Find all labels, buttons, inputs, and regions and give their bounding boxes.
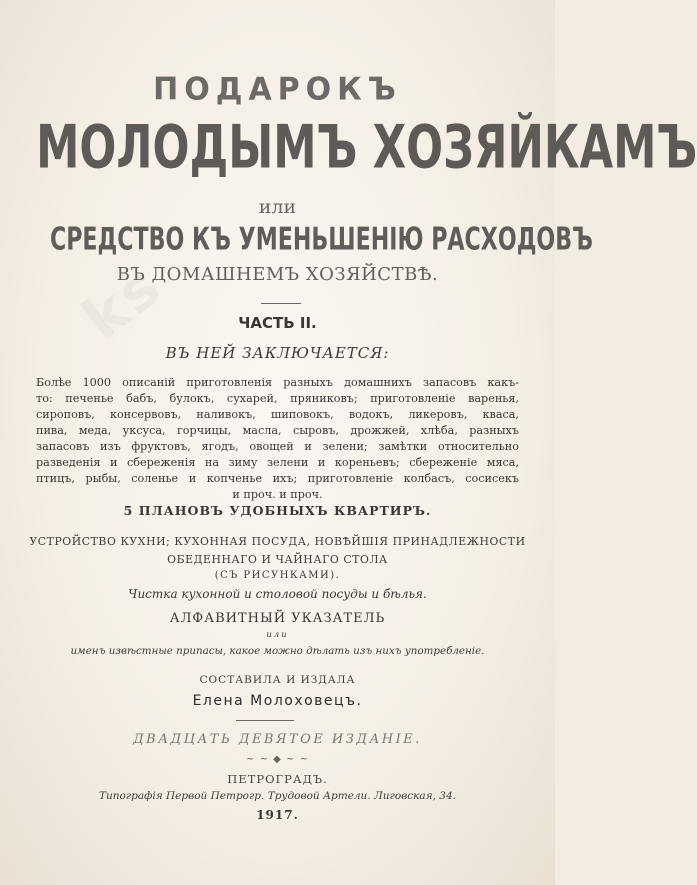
with-pictures: (СЪ РИСУНКАМИ). [214, 570, 341, 581]
part-number: ЧАСТЬ II. [238, 314, 317, 332]
description-line: Болѣе 1000 описаній приготовленія разныхъ домашнихъ запасовъ какъ- [36, 376, 519, 389]
contains-heading: ВЪ НЕЙ ЗАКЛЮЧАЕТСЯ: [165, 344, 390, 362]
title-line-4: ВЪ ДОМАШНЕМЪ ХОЗЯЙСТВѢ. [116, 264, 439, 285]
title-line-2: МОЛОДЫМЪ ХОЗЯЙКАМЪ [36, 112, 697, 182]
watermark: ks [70, 250, 176, 354]
title-line-1: ПОДАРОКЪ [153, 71, 402, 108]
index-title: АЛФАВИТНЫЙ УКАЗАТЕЛЬ [169, 611, 386, 626]
kitchen-line-2: ОБЕДЕННАГО И ЧАЙНАГО СТОЛА [167, 553, 388, 566]
index-subtitle: именъ извѣстные припасы, какое можно дѣлать изъ нихъ употребленіе. [70, 645, 485, 657]
index-or: или [266, 630, 289, 640]
compiled-by: СОСТАВИЛА И ИЗДАЛА [199, 674, 356, 686]
ornament: ~ ~ ◆ ~ ~ [246, 754, 309, 765]
city-line: ПЕТРОГРАДЪ. [227, 772, 328, 786]
description-line: и проч. и проч. [232, 488, 323, 501]
description-line: запасовъ изъ фруктовъ, ягодъ, овощей и зелени; замѣтки относительно [36, 440, 519, 453]
year-line: 1917. [256, 808, 299, 822]
title-line-3: СРЕДСТВО КЪ УМЕНЬШЕНІЮ РАСХОДОВЪ [49, 221, 593, 258]
plans-heading: 5 ПЛАНОВЪ УДОБНЫХЪ КВАРТИРЪ. [123, 503, 432, 518]
description-line: разведенія и сбереженія на зиму зелени и кореньевъ; сбереженіе мяса, [36, 456, 519, 469]
description-line: то: печенье бабъ, булокъ, сухарей, пряниковъ; приготовленіе варенья, [36, 392, 519, 405]
divider-rule [236, 720, 294, 721]
title-or: или [258, 196, 297, 218]
description-paragraph [36, 375, 519, 503]
description-line: птицъ, рыбы, соленье и копченье ихъ; приготовленіе колбасъ, сосисекъ [36, 472, 519, 485]
cleaning-line: Чистка кухонной и столовой посуды и бѣлья. [128, 587, 427, 601]
author-name: Елена Молоховецъ. [192, 693, 363, 709]
description-line: пива, меда, уксуса, горчицы, масла, сыровъ, дрожжей, хлѣба, разныхъ [36, 424, 519, 437]
description-line: сироповъ, консервовъ, наливокъ, шиповокъ, водокъ, ликеровъ, кваса, [36, 408, 519, 421]
edition-line: ДВАДЦАТЬ ДЕВЯТОЕ ИЗДАНІЕ. [133, 732, 422, 747]
printer-line: Типографія Первой Петрогр. Трудовой Артели. Лиговская, 34. [99, 790, 456, 802]
kitchen-line-1: УСТРОЙСТВО КУХНИ; КУХОННАЯ ПОСУДА, НОВѢЙШІЯ ПРИНАДЛЕЖНОСТИ [29, 535, 526, 548]
divider-rule [261, 303, 301, 304]
